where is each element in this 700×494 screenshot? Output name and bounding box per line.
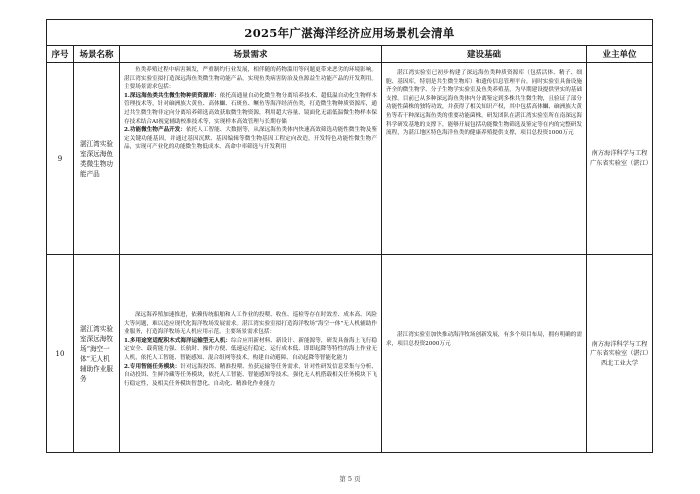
need-item-2-title: 2.专用智能任务模块： bbox=[124, 363, 181, 370]
page-number: 第 5 页 bbox=[339, 475, 361, 483]
header-owner: 业主单位 bbox=[602, 50, 637, 60]
need-item-2-text: 依托人工智能、大数据等，从深远海鱼类体内快速高效筛选功能性微生物及鉴定关键功能基因，并通过基因沉默、基因编辑等微生物基因工程定向改造，开发特色功能性微生物产品，实现可产业化的功能微生物低成本、高命中率筛选与开发利用 bbox=[124, 127, 377, 151]
row-name: 湛江湾实验室深远海牧场“海空一体”无人机辅助作业服务 bbox=[80, 325, 113, 383]
row-seq: 9 bbox=[47, 63, 74, 254]
row-name: 湛江湾实验室深远海鱼类微生物功能产品 bbox=[80, 139, 113, 178]
need-item-1-title: 1.深远海鱼类共生微生物种质资源库： bbox=[124, 92, 220, 99]
row-basis: 湛江湾实验室已初步构建了深远海鱼类种质资源库（包括活体、精子、细胞、基因库，特别是共生微生物库）和遗传信息管理平台，同时实验室具备设施齐全的微生物学、分子生物学实验室及鱼类养殖基，为早期建设提供坚实的基础支撑。目前已从多种深远海鱼类体内分离鉴定到多株共生微生物，且验证了部分功能性菌株的独特功效，并获得了相关知识产权，其中包括高体鰤、硇洲族大黄鱼等若干种深远海鱼类的重要功能菌株。研发团队在湛江湾实验室所在南深远海科学研发基地的支撑下，能够开展包括功能微生物筛选及鉴定等在内的完整研发流程，为湛江地区特色海洋鱼类的健康养殖提供支撑，项目总投资1000万元 bbox=[386, 70, 582, 137]
opportunity-table bbox=[46, 19, 653, 453]
header-need: 场景需求 bbox=[120, 46, 382, 62]
need-item-2 bbox=[124, 126, 377, 152]
need-item-1-text: 综合应用新材料、新设计、新能源等，研发具备海上飞行稳定安全、载荷能力强、长航时、操作方便、低速运行稳定、运行成本低、即即起降等特性的海上作业无人机，依托人工智能、智能感知、混合组网等技术，构建自动避障、自动起降等智能化能力 bbox=[124, 337, 377, 361]
need-item-2-text: 针对远海投饵、精准投喂、鱼获运输等任务需求，针对性研发信息采集与分析、自动投饵、生鲜冷藏等任务模块，依托人工智能、智能感知等技术，强化无人机搭载相关任务模块下飞行稳定性，及相关任务模块智慧化、自动化、精准化作业能力 bbox=[124, 363, 377, 387]
row-seq: 10 bbox=[47, 255, 74, 453]
table-row bbox=[47, 255, 652, 453]
row-basis: 湛江湾实验室加快推动海洋牧场创新发展，有多个项目布局，拥有明确的需求，项目总投资2000万元 bbox=[386, 332, 582, 347]
table-title: 2025年广湛海洋经济应用场景机会清单 bbox=[47, 20, 652, 46]
row-need bbox=[120, 63, 382, 254]
need-item-2-title: 2.功能微生物产品开发： bbox=[124, 127, 187, 134]
row-basis-cell bbox=[382, 255, 587, 453]
header-name: 场景名称 bbox=[74, 46, 120, 62]
need-item-1-title: 1.多用途宽适配积木式海洋运输型无人机： bbox=[124, 337, 231, 344]
need-item-1-text: 依托高通量自动化微生物分离培养技术、超低温自动化生物样本管理技术等，针对硇洲族大黄鱼、高体鰤、石斑鱼、鳜鱼等海洋经济鱼类，打造微生物种质资源库，通过共生微生物非定向分离培养筛选高效获取微生物资源，利用超大容量、镜面化无霜低温微生物样本保存技术结合AI视觉辅助校准技术等，实现样本高效管理与长期存储 bbox=[124, 92, 377, 125]
need-item-2 bbox=[124, 363, 377, 389]
header-seq: 序号 bbox=[47, 46, 74, 62]
header-row bbox=[47, 46, 652, 63]
need-intro: 鱼类养殖过程中病害频发，严重制约行业发展，相伴随的药物滥用等问题更带来恶劣的环境影响。湛江湾实验室拟打造深远海鱼类微生物功能产品，实现鱼类病害防治及鱼源益生功能产品的开发利用。主要场景需求包括： bbox=[124, 67, 377, 91]
row-owner: 南方海洋科学与工程广东省实验室（湛江）西北工业大学 bbox=[590, 340, 649, 367]
need-intro: 深远海养殖加速推进，依赖传统船舶和人工作业的投喂、收鱼、巡检等存在时效差、成本高、风险大等问题，难以适应现代化海洋牧场发展需求。湛江湾实验室拟打造海洋牧场“海空一体”无人机辅助作业服务，打造海洋牧场无人机应用示范。主要场景需求包括： bbox=[124, 312, 377, 336]
header-basis: 建设基础 bbox=[382, 46, 587, 62]
need-item-1 bbox=[124, 92, 377, 126]
table-row bbox=[47, 63, 652, 255]
row-name-cell bbox=[74, 255, 120, 453]
row-basis-cell bbox=[382, 63, 587, 254]
need-item-1 bbox=[124, 337, 377, 363]
row-need bbox=[120, 255, 382, 453]
row-name-cell bbox=[74, 63, 120, 254]
row-owner: 南方海洋科学与工程广东省实验室（湛江） bbox=[590, 150, 652, 167]
